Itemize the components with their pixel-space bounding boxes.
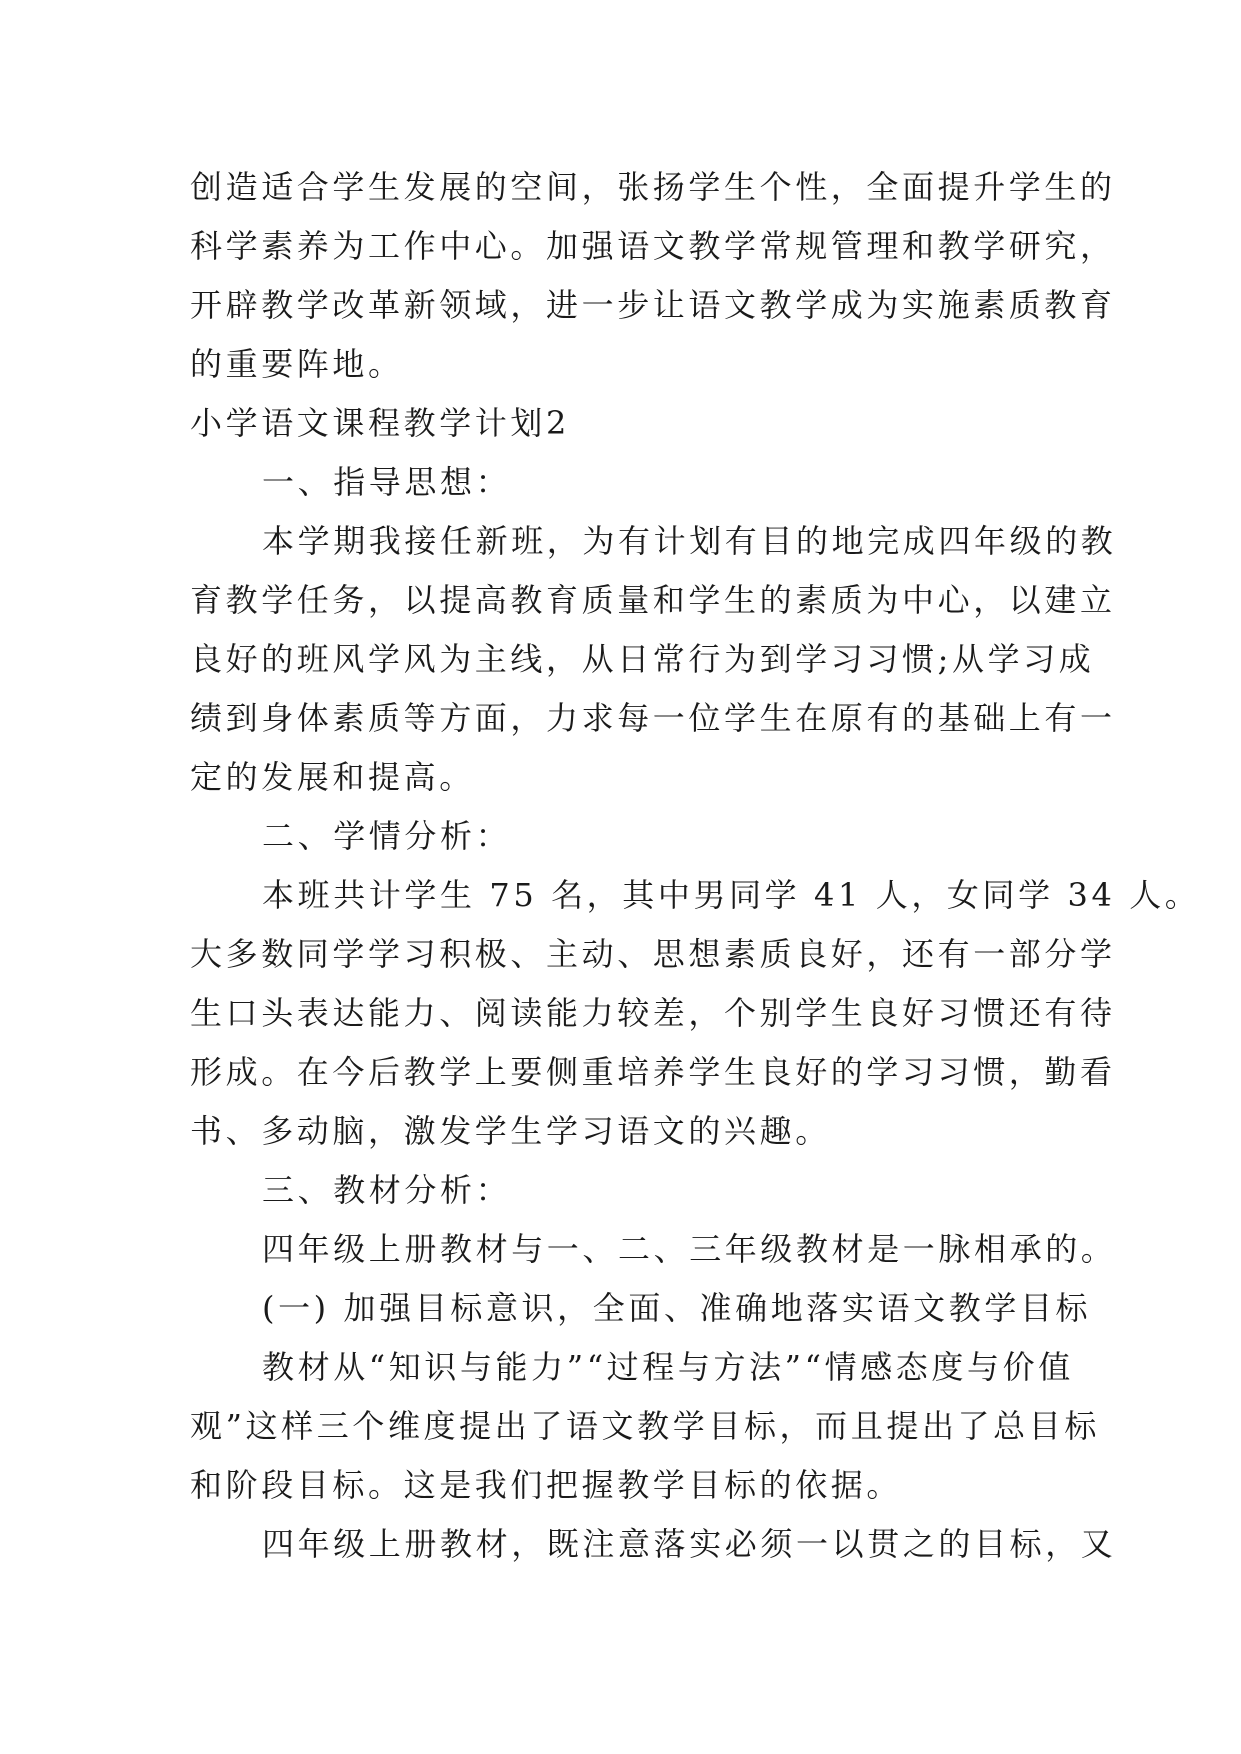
text-line: 育教学任务，以提高教育质量和学生的素质为中心，以建立 (190, 581, 1116, 619)
text-line: 创造适合学生发展的空间，张扬学生个性，全面提升学生的 (190, 168, 1116, 206)
text-line: 四年级上册教材与一、二、三年级教材是一脉相承的。 (262, 1230, 1117, 1268)
text-line: 本学期我接任新班，为有计划有目的地完成四年级的教 (262, 522, 1117, 560)
text-line: 教材从“知识与能力”“过程与方法”“情感态度与价值 (262, 1348, 1074, 1386)
text-line: 良好的班风学风为主线，从日常行为到学习习惯;从学习成 (190, 640, 1095, 678)
text-line: 的重要阵地。 (190, 345, 404, 383)
text-line: 开辟教学改革新领域，进一步让语文教学成为实施素质教育 (190, 286, 1116, 324)
text-line: 四年级上册教材，既注意落实必须一以贯之的目标，又 (262, 1525, 1117, 1563)
heading-textbook-analysis: 三、教材分析： (262, 1171, 512, 1209)
text-line: 形成。在今后教学上要侧重培养学生良好的学习习惯，勤看 (190, 1053, 1116, 1091)
heading-learning-analysis: 二、学情分析： (262, 817, 512, 855)
text-line: 科学素养为工作中心。加强语文教学常规管理和教学研究， (190, 227, 1116, 265)
subheading-objectives: (一) 加强目标意识，全面、准确地落实语文教学目标 (262, 1289, 1092, 1327)
text-line: 本班共计学生 75 名，其中男同学 41 人，女同学 34 人。 (262, 876, 1201, 914)
text-line: 生口头表达能力、阅读能力较差，个别学生良好习惯还有待 (190, 994, 1116, 1032)
text-line: 观”这样三个维度提出了语文教学目标，而且提出了总目标 (190, 1407, 1100, 1445)
text-line: 绩到身体素质等方面，力求每一位学生在原有的基础上有一 (190, 699, 1116, 737)
document-body (190, 158, 1201, 1574)
text-line: 和阶段目标。这是我们把握教学目标的依据。 (190, 1466, 903, 1504)
text-line: 定的发展和提高。 (190, 758, 475, 796)
heading-guiding-ideology: 一、指导思想： (262, 463, 512, 501)
section-title: 小学语文课程教学计划2 (190, 404, 570, 442)
text-line: 大多数同学学习积极、主动、思想素质良好，还有一部分学 (190, 935, 1116, 973)
text-line: 书、多动脑，激发学生学习语文的兴趣。 (190, 1112, 831, 1150)
